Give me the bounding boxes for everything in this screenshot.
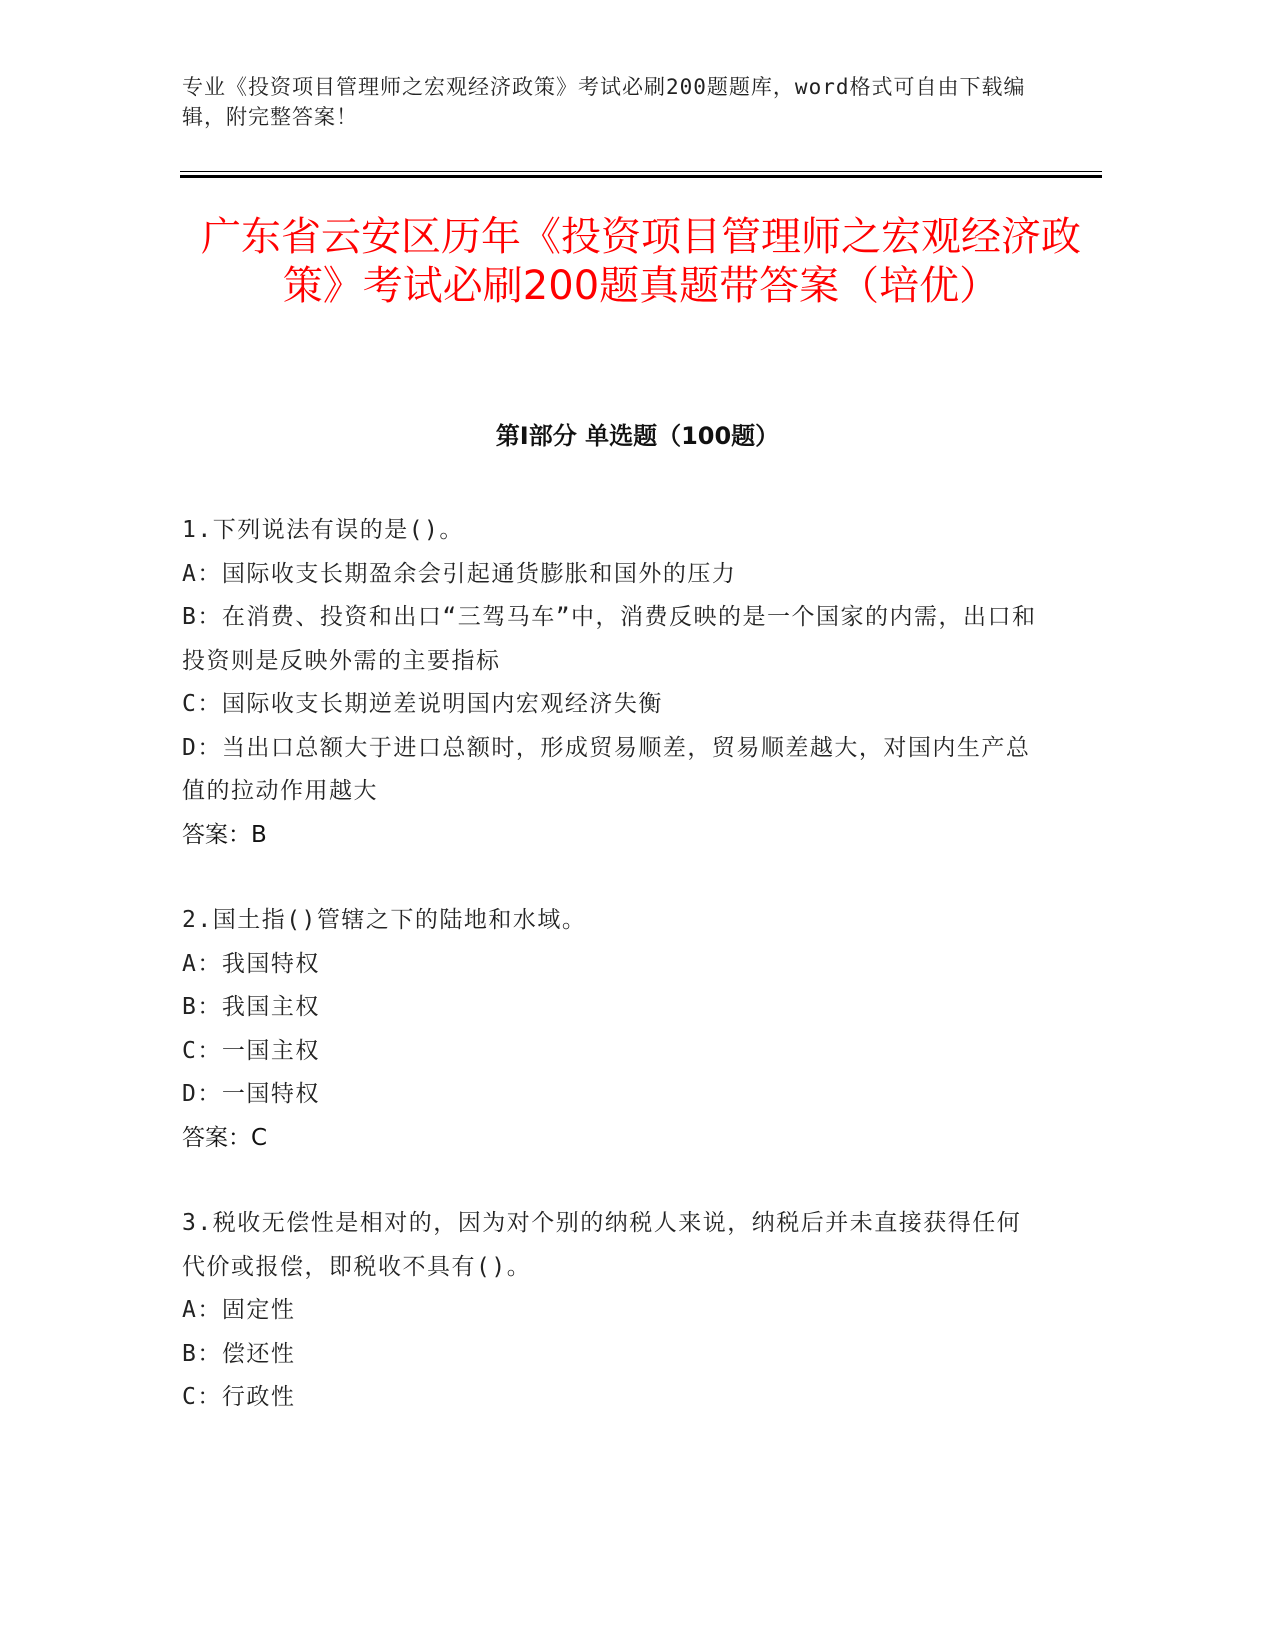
answer-line: 答案：B: [182, 821, 267, 848]
option-b: B：我国主权: [182, 994, 320, 1020]
question-1: [182, 509, 1042, 857]
option-a: A：我国特权: [182, 950, 320, 977]
question-stem: 1.下列说法有误的是()。: [182, 517, 464, 543]
option-c: C：行政性: [182, 1384, 296, 1410]
question-2: [182, 899, 1042, 1160]
question-3: [182, 1202, 1042, 1420]
option-b: B：偿还性: [182, 1340, 296, 1367]
question-stem: 3.税收无偿性是相对的，因为对个别的纳税人来说，纳税后并未直接获得任何代价或报偿，即税收不具有()。: [182, 1210, 1022, 1280]
option-a: A：固定性: [182, 1297, 296, 1323]
option-d: D：一国特权: [182, 1081, 320, 1107]
header-divider-thin: [180, 171, 1102, 172]
option-c: C：国际收支长期逆差说明国内宏观经济失衡: [182, 691, 663, 717]
option-b: B：在消费、投资和出口“三驾马车”中，消费反映的是一个国家的内需，出口和投资则是反映外需的主要指标: [182, 604, 1037, 674]
question-list: [182, 509, 1042, 1462]
header-note: 专业《投资项目管理师之宏观经济政策》考试必刷200题题库，word格式可自由下载编辑，附完整答案！: [182, 75, 1026, 129]
answer-line: 答案：C: [182, 1124, 268, 1151]
question-stem: 2.国土指()管辖之下的陆地和水域。: [182, 907, 587, 933]
option-a: A：国际收支长期盈余会引起通货膨胀和国外的压力: [182, 560, 737, 587]
document-title: 广东省云安区历年《投资项目管理师之宏观经济政策》考试必刷200题真题带答案（培优）: [201, 214, 1081, 309]
option-d: D：当出口总额大于进口总额时，形成贸易顺差，贸易顺差越大，对国内生产总值的拉动作用越大: [182, 734, 1031, 804]
header-divider-thick: [180, 175, 1102, 178]
option-c: C：一国主权: [182, 1037, 320, 1064]
section-title: 第I部分 单选题（100题）: [495, 422, 780, 450]
